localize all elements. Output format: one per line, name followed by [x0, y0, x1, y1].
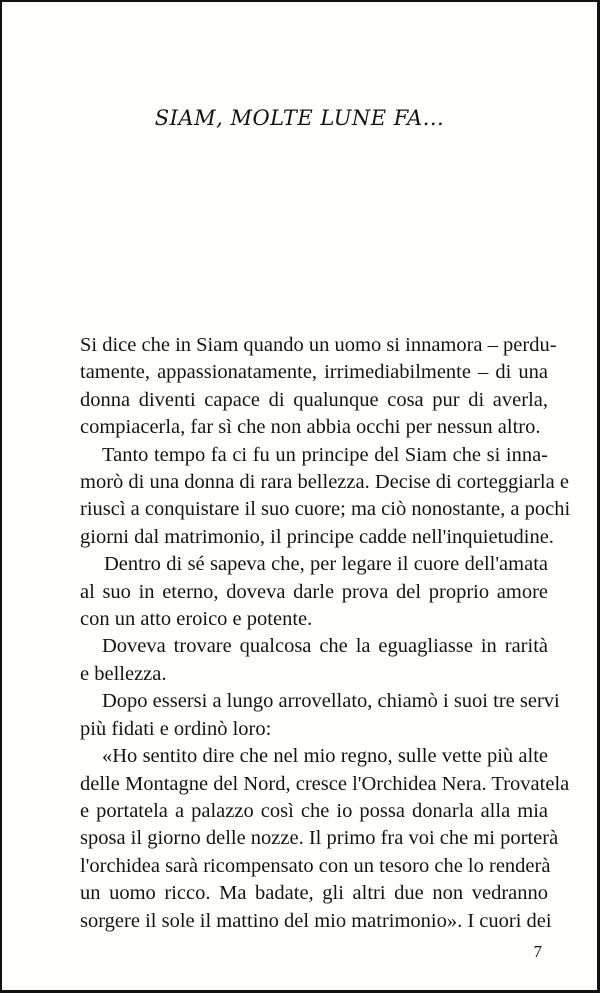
text-line: compiacerla, far sì che non abbia occhi per nessun altro.	[80, 416, 541, 439]
text-line: l'orchidea sarà ricompensato con un tesoro che lo renderà	[80, 854, 551, 877]
text-line: sorgere il sole il mattino del mio matrimonio». I cuori dei	[80, 909, 552, 932]
text-line: delle Montagne del Nord, cresce l'Orchidea Nera. Trovatela	[80, 772, 570, 795]
text-line: sposa il giorno delle nozze. Il primo fra voi che mi porterà	[80, 827, 559, 850]
text-line: giorni dal matrimonio, il principe cadde nell'inquietudine.	[80, 525, 554, 548]
paragraph	[80, 332, 557, 442]
text-line: e bellezza.	[80, 662, 167, 685]
paragraph	[80, 442, 571, 552]
text-line: Dentro di sé sapeva che, per legare il cuore dell'amata	[104, 553, 548, 576]
page-number: 7	[533, 942, 542, 961]
text-line: più fidati e ordinò loro:	[80, 717, 272, 740]
paragraph	[80, 688, 560, 743]
paragraph	[80, 743, 570, 935]
text-line: Si dice che in Siam quando un uomo si innamora – perdu-	[80, 334, 557, 356]
text-line: riuscì a conquistare il suo cuore; ma ciò nonostante, a pochi	[80, 498, 571, 521]
text-line: donna diventi capace di qualunque cosa pur di averla,	[80, 388, 548, 411]
text-line: Doveva trovare qualcosa che la eguagliasse in rarità	[102, 635, 548, 658]
paragraph	[80, 633, 548, 688]
paragraph	[80, 551, 548, 633]
text-line: e portatela a palazzo così che io possa donarla alla mia	[80, 799, 548, 822]
text-line: al suo in eterno, doveva darle prova del proprio amore	[80, 580, 548, 603]
text-line: morò di una donna di rara bellezza. Decise di corteggiarla e	[80, 471, 569, 494]
text-line: Dopo essersi a lungo arrovellato, chiamò i suoi tre servi	[102, 690, 560, 713]
text-line: con un atto eroico e potente.	[80, 608, 313, 631]
body-text	[80, 332, 571, 935]
text-line: «Ho sentito dire che nel mio regno, sulle vette più alte	[102, 745, 548, 768]
chapter-title: SIAM, MOLTE LUNE FA...	[154, 106, 445, 130]
text-line: Tanto tempo fa ci fu un principe del Siam che si inna-	[102, 443, 548, 466]
text-line: tamente, appassionatamente, irrimediabilmente – di una	[80, 361, 548, 384]
text-line: un uomo ricco. Ma badate, gli altri due non vedranno	[80, 882, 548, 905]
